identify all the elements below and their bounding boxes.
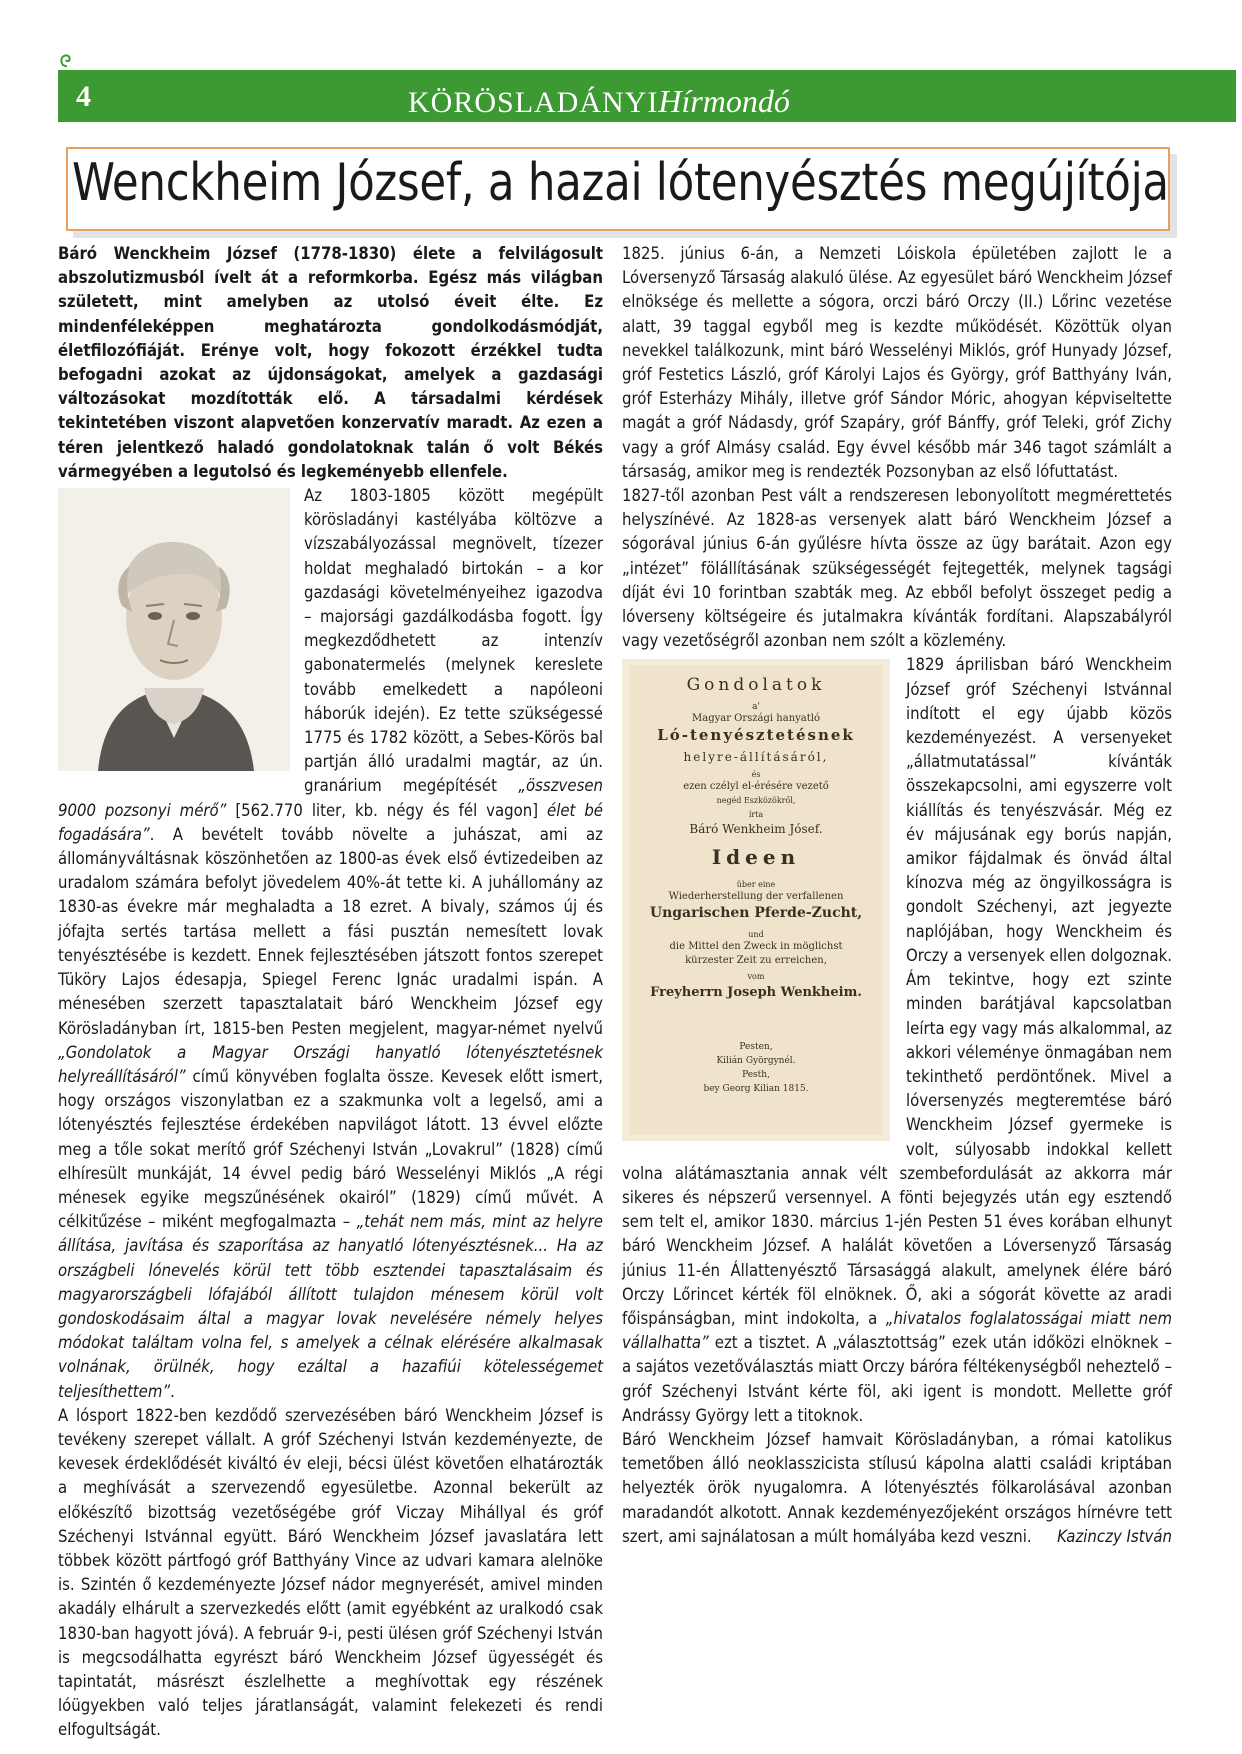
article-title: Wenckheim József, a hazai lótenyésztés megújítója [72, 153, 1169, 213]
page-number: 4 [76, 80, 91, 113]
article-body-2: A lósport 1822-ben kezdődő szervezésében báró Wenckheim József is tevékeny szerepet vállalt. A gróf Széchenyi István kezdeményezte, de kevesek érdeklődését kiváltó év eleji, bécsi ülést követően elhatározták a meghívását a szervezendő egyesületbe. Azonnal bekerült az előkészítő bizottság vezetőségébe gróf Viczay Mihállyal és gróf Széchenyi Istvánnal együtt. Báró Wenckheim József javaslatára lett többek között pártfogó gróf Batthyány Vince az udvari kamara alelnöke is. Szintén ő kezdeményezte József nádor megnyerését, amivel minden akadály elhárult a szervezkedés előtt (amit egyébként az uralkodó csak 1830-ban hagyott jóvá). A február 9-i, pesti ülésen gróf Széchenyi István is megcsodálhatta egyrészt báró Wenckheim József ügyességét és tapintatát, másrészt észlelhette a meghívottak egy részének lóügyekben való teljes járatlanságát, valamint felekezeti és rendi elfogultságát. [58, 1405, 603, 1740]
column-left [58, 242, 603, 1743]
article-lead: Báró Wenckheim József (1778-1830) élete a felvilágosult abszolutizmusból ívelt át a reformkorba. Egész más világban született, mint amelyben az utolsó éveit élte. Ez mindenféleképpen meghatározta gondolkodásmódját, életfilozófiáját. Erénye volt, hogy fokozott érzékkel tudta befogadni azokat az újdonságokat, amelyek a gazdasági változásokat mozdították elő. A társadalmi kérdések tekintetében viszont alapvetően konzervatív maradt. Az ezen a téren jelentkező haladó gondolatoknak talán ő volt Békés vármegyében a legutolsó és legkeményebb ellenfele. [58, 244, 603, 481]
masthead-main: KÖRÖSLADÁNYI [408, 86, 659, 119]
article-body-5: 1829 áprilisban báró Wenckheim József gróf Széchenyi Istvánnal indított el egy újabb közös kezdeményezést. A versenyeket „állatmutatással” kívánták összekapcsolni, ami egyszerre volt kiállítás és tenyészvásár. Még ez év májusának egy borús napján, amikor fájdalmak és önvád által kínozva még az öngyilkosságra is gondolt Széchenyi, azt jegyezte naplójában, hogy Wenckheim és Orczy a versenyek ellen dolgoznak. Ám tekintve, hogy ezt szinte minden barátjával kapcsolatban leírta egy vagy más alkalommal, az akkori véleménye önmagában nem tekinthető perdöntőnek. Mivel a lóversenyzés megteremtése báró Wenckheim József gyermeke is volt, súlyosabb indokkal kellett volna alátámasztania annak vélt szembefordulását az akkorra már sikeres és népszerű versennyel. A fönti bejegyzés után egy esztendő sem telt el, amikor 1830. március 1-jén Pesten 51 éves korában elhunyt báró Wenckheim József. A halálát követően a Lóversenyző Társaság június 11-én Állattenyésztő Társasággá alakult, amelynek élére báró Orczy Lőrincet kérték föl elnöknek. Ő, aki a sógorát követte az aradi főispánságban, mint indokolta, a „hivatalos foglalatosságai miatt nem vállalhatta” ezt a tisztet. A „választottság” ezek után időközi elnöknek – a sajátos vezetőválasztás miatt Orczy báróra féltékenységből neheztelő – gróf Széchenyi Istvánt kérte föl, aki igent is mondott. Mellette gróf Andrássy György lett a titoknok. [622, 655, 1172, 1425]
article-body-1: Az 1803-1805 között megépült körösladányi kastélyába költözve a vízszabályozással megnövelt, tízezer holdat meghaladó birtokán – a kor gazdasági követelményeihez igazodva – majorsági gazdálkodásba fogott. Így megkezdődhetett az intenzív gabonatermelés (melynek kereslete tovább emelkedett a napóleoni háborúk idején). Ez tette szükségessé 1775 és 1782 között, a Sebes-Körös bal partján álló uradalmi magtár, az ún. granárium megépítését „összvesen 9000 pozsonyi mérő” [562.770 liter, kb. négy és fél vagon] élet bé fogadására”. A bevételt tovább növelte a juhászat, ami az állományváltásnak köszönhetően az 1800-as évek első évtizedeiben az uradalom számára befolyt jövedelem 40%-át tette ki. A juhállomány az 1830-as évekre már meghaladta a 18 ezret. A bivaly, számos új és jófajta sertés tartása mellett a fási pusztán nemesített lovak tenyésztésébe is kezdett. Ennek fejlesztésében játszott fontos szerepet Tüköry Lajos édesapja, Spiegel Ferenc Ignác uradalmi ispán. A ménesében szerzett tapasztalatait báró Wenckheim József egy Körösladányban írt, 1815-ben Pesten megjelent, magyar-német nyelvű „Gondolatok a Magyar Országi hanyatló lótenyésztetésnek helyreállításáról” című könyvében foglalta össze. Kevesek előtt ismert, hogy országos viszonylatban ez a szakmunka volt a legelső, ami a lótenyésztés fejlesztése érdekében napvilágot látott. 13 évvel előzte meg a tőle sokat merítő gróf Széchenyi István „Lovakrul” (1828) című elhíresült munkáját, 14 évvel pedig báró Wesselényi Miklós „A régi ménesek egyike megszűnésének okairól” (1829) című művét. A célkitűzése – miként megfogalmazta – „tehát nem más, mint az helyre állítása, javítása és szaporítása az hanyatló lótenyésztésnek... Ha az országbeli lónevelés körül tett több esztendei tapasztalásaim és magyarországbeli lófajából állított tulajdon ménesem körül volt gondoskodásaim által a magyar lovak nevelésére némely helyes módokat találtam volna fel, s amelyek a célnak elérésére alkalmasak volnának, örülnék, hogy ezáltal a hazafiúi kötelességemet teljesíthettem”. [58, 486, 603, 1401]
article-body-4: 1827-től azonban Pest vált a rendszeresen lebonyolított megmérettetés helyszínévé. Az 1828-as versenyek alatt báró Wenckheim József a sógorával június 6-án gyűlésre hívta össze az ügy barátait. Azon egy „intézet” fölállításának szükségességét fejtegették, melynek tagsági díját évi 10 forintban szabták meg. Az ebből befolyt összeget pedig a lóverseny költségeire és jutalmakra kívánták fordítani. Alapszabályról vagy vezetőségről azonban nem szólt a közlemény. [622, 486, 1172, 651]
article-body-6: Báró Wenckheim József hamvait Körösladányban, a római katolikus temetőben álló neoklasszicista stílusú kápolna alatti családi kriptában helyezték örök nyugalomra. A lótenyésztés fölkarolásával azonban maradandót alkotott. Annak kezdeményezőjeként országos hírnévre tett szert, ami sajnálatosan a múlt homályába kezd veszni. Kazinczy István [622, 1428, 1172, 1549]
author-signature: Kazinczy István [1057, 1526, 1172, 1546]
masthead [408, 83, 790, 120]
masthead-script: Hírmondó [658, 83, 790, 119]
article-body-3: 1825. június 6-án, a Nemzeti Lóiskola épületében zajlott le a Lóversenyző Társaság alakuló ülése. Az egyesület báró Wenckheim József elnöksége és mellette a sógora, orczi báró Orczy (II.) Lőrinc vezetése alatt, 39 taggal egyből meg is kezdte működését. Közöttük olyan nevekkel találkozunk, mint báró Wesselényi Miklós, gróf Hunyady József, gróf Festetics László, gróf Károlyi Lajos és György, gróf Batthyány Iván, gróf Esterházy Mihály, illetve gróf Sándor Móric, ahogyan képviseltette magát a gróf Nádasdy, gróf Szapáry, gróf Bánffy, gróf Teleki, gróf Zichy vagy a gróf Almásy család. Egy évvel később már 346 tagot számlált a társaság, amikor meg is rendezték Pozsonyban az első lófuttatást. [622, 244, 1172, 481]
column-right [622, 242, 1172, 1549]
book-cover-image: Gondolatok a' Magyar Országi hanyatló Ló-tenyésztetésnek helyre-állításáról, és ezen czélyl el-érésére vezető negéd Eszközökről, írta Báró Wenkheim Jósef. Ideen über eine Wiederherstellung der verfallenen Ungarischen Pferde-Zucht, und die Mittel den Zweck in möglichst kürzester Zeit zu erreichen, vom Freyherrn Joseph Wenkheim. Pesten, Kilián Györgynél. Pesth, bey Georg Kilian 1815. [622, 659, 890, 1141]
portrait-image [58, 488, 290, 771]
swirl-ornament-icon [58, 50, 76, 68]
